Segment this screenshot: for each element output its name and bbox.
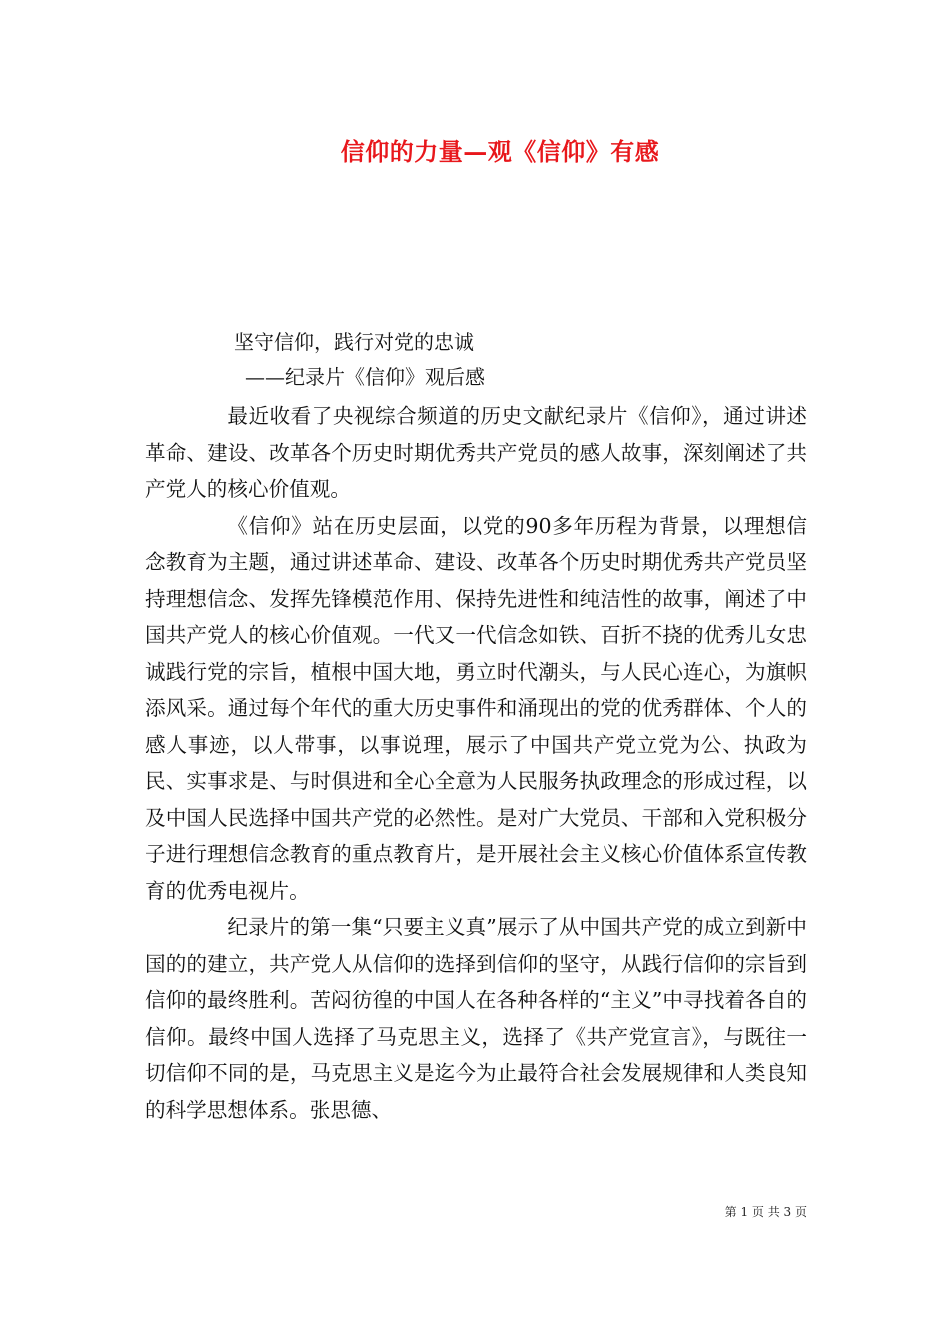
paragraph: 《信仰》站在历史层面，以党的90多年历程为背景，以理想信念教育为主题，通过讲述革命、建设、改革各个历史时期优秀共产党员坚持理想信念、发挥先锋模范作用、保持先进性和纯洁性的故事，阐述了中国共产党人的核心价值观。一代又一代信念如铁、百折不挠的优秀儿女忠诚践行党的宗旨，植根中国大地，勇立时代潮头，与人民心连心，为旗帜添风采。通过每个年代的重大历史事件和涌现出的党的优秀群体、个人的感人事迹，以人带事，以事说理，展示了中国共产党立党为公、执政为民、实事求是、与时俱进和全心全意为人民服务执政理念的形成过程，以及中国人民选择中国共产党的必然性。是对广大党员、干部和入党积极分子进行理想信念教育的重点教育片，是开展社会主义核心价值体系宣传教育的优秀电视片。 bbox=[145, 513, 807, 903]
page-number-footer: 第 1 页 共 3 页 bbox=[724, 1205, 807, 1219]
subtitle-line-2: ——纪录片《信仰》观后感 bbox=[245, 365, 485, 389]
paragraph: 纪录片的第一集“只要主义真”展示了从中国共产党的成立到新中国的的建立，共产党人从信仰的选择到信仰的坚守，从践行信仰的宗旨到信仰的最终胜利。苦闷彷徨的中国人在各种各样的“主义”中寻找着各自的信仰。最终中国人选择了马克思主义，选择了《共产党宣言》，与既往一切信仰不同的是，马克思主义是迄今为止最符合社会发展规律和人类良知的科学思想体系。张思德、 bbox=[145, 915, 807, 1122]
document-title: 信仰的力量—观《信仰》有感 bbox=[340, 137, 660, 166]
paragraph: 最近收看了央视综合频道的历史文献纪录片《信仰》，通过讲述革命、建设、改革各个历史时期优秀共产党员的感人故事，深刻阐述了共产党人的核心价值观。 bbox=[145, 404, 807, 501]
document-body bbox=[145, 398, 807, 1128]
subtitle-line-1: 坚守信仰，践行对党的忠诚 bbox=[234, 330, 474, 354]
